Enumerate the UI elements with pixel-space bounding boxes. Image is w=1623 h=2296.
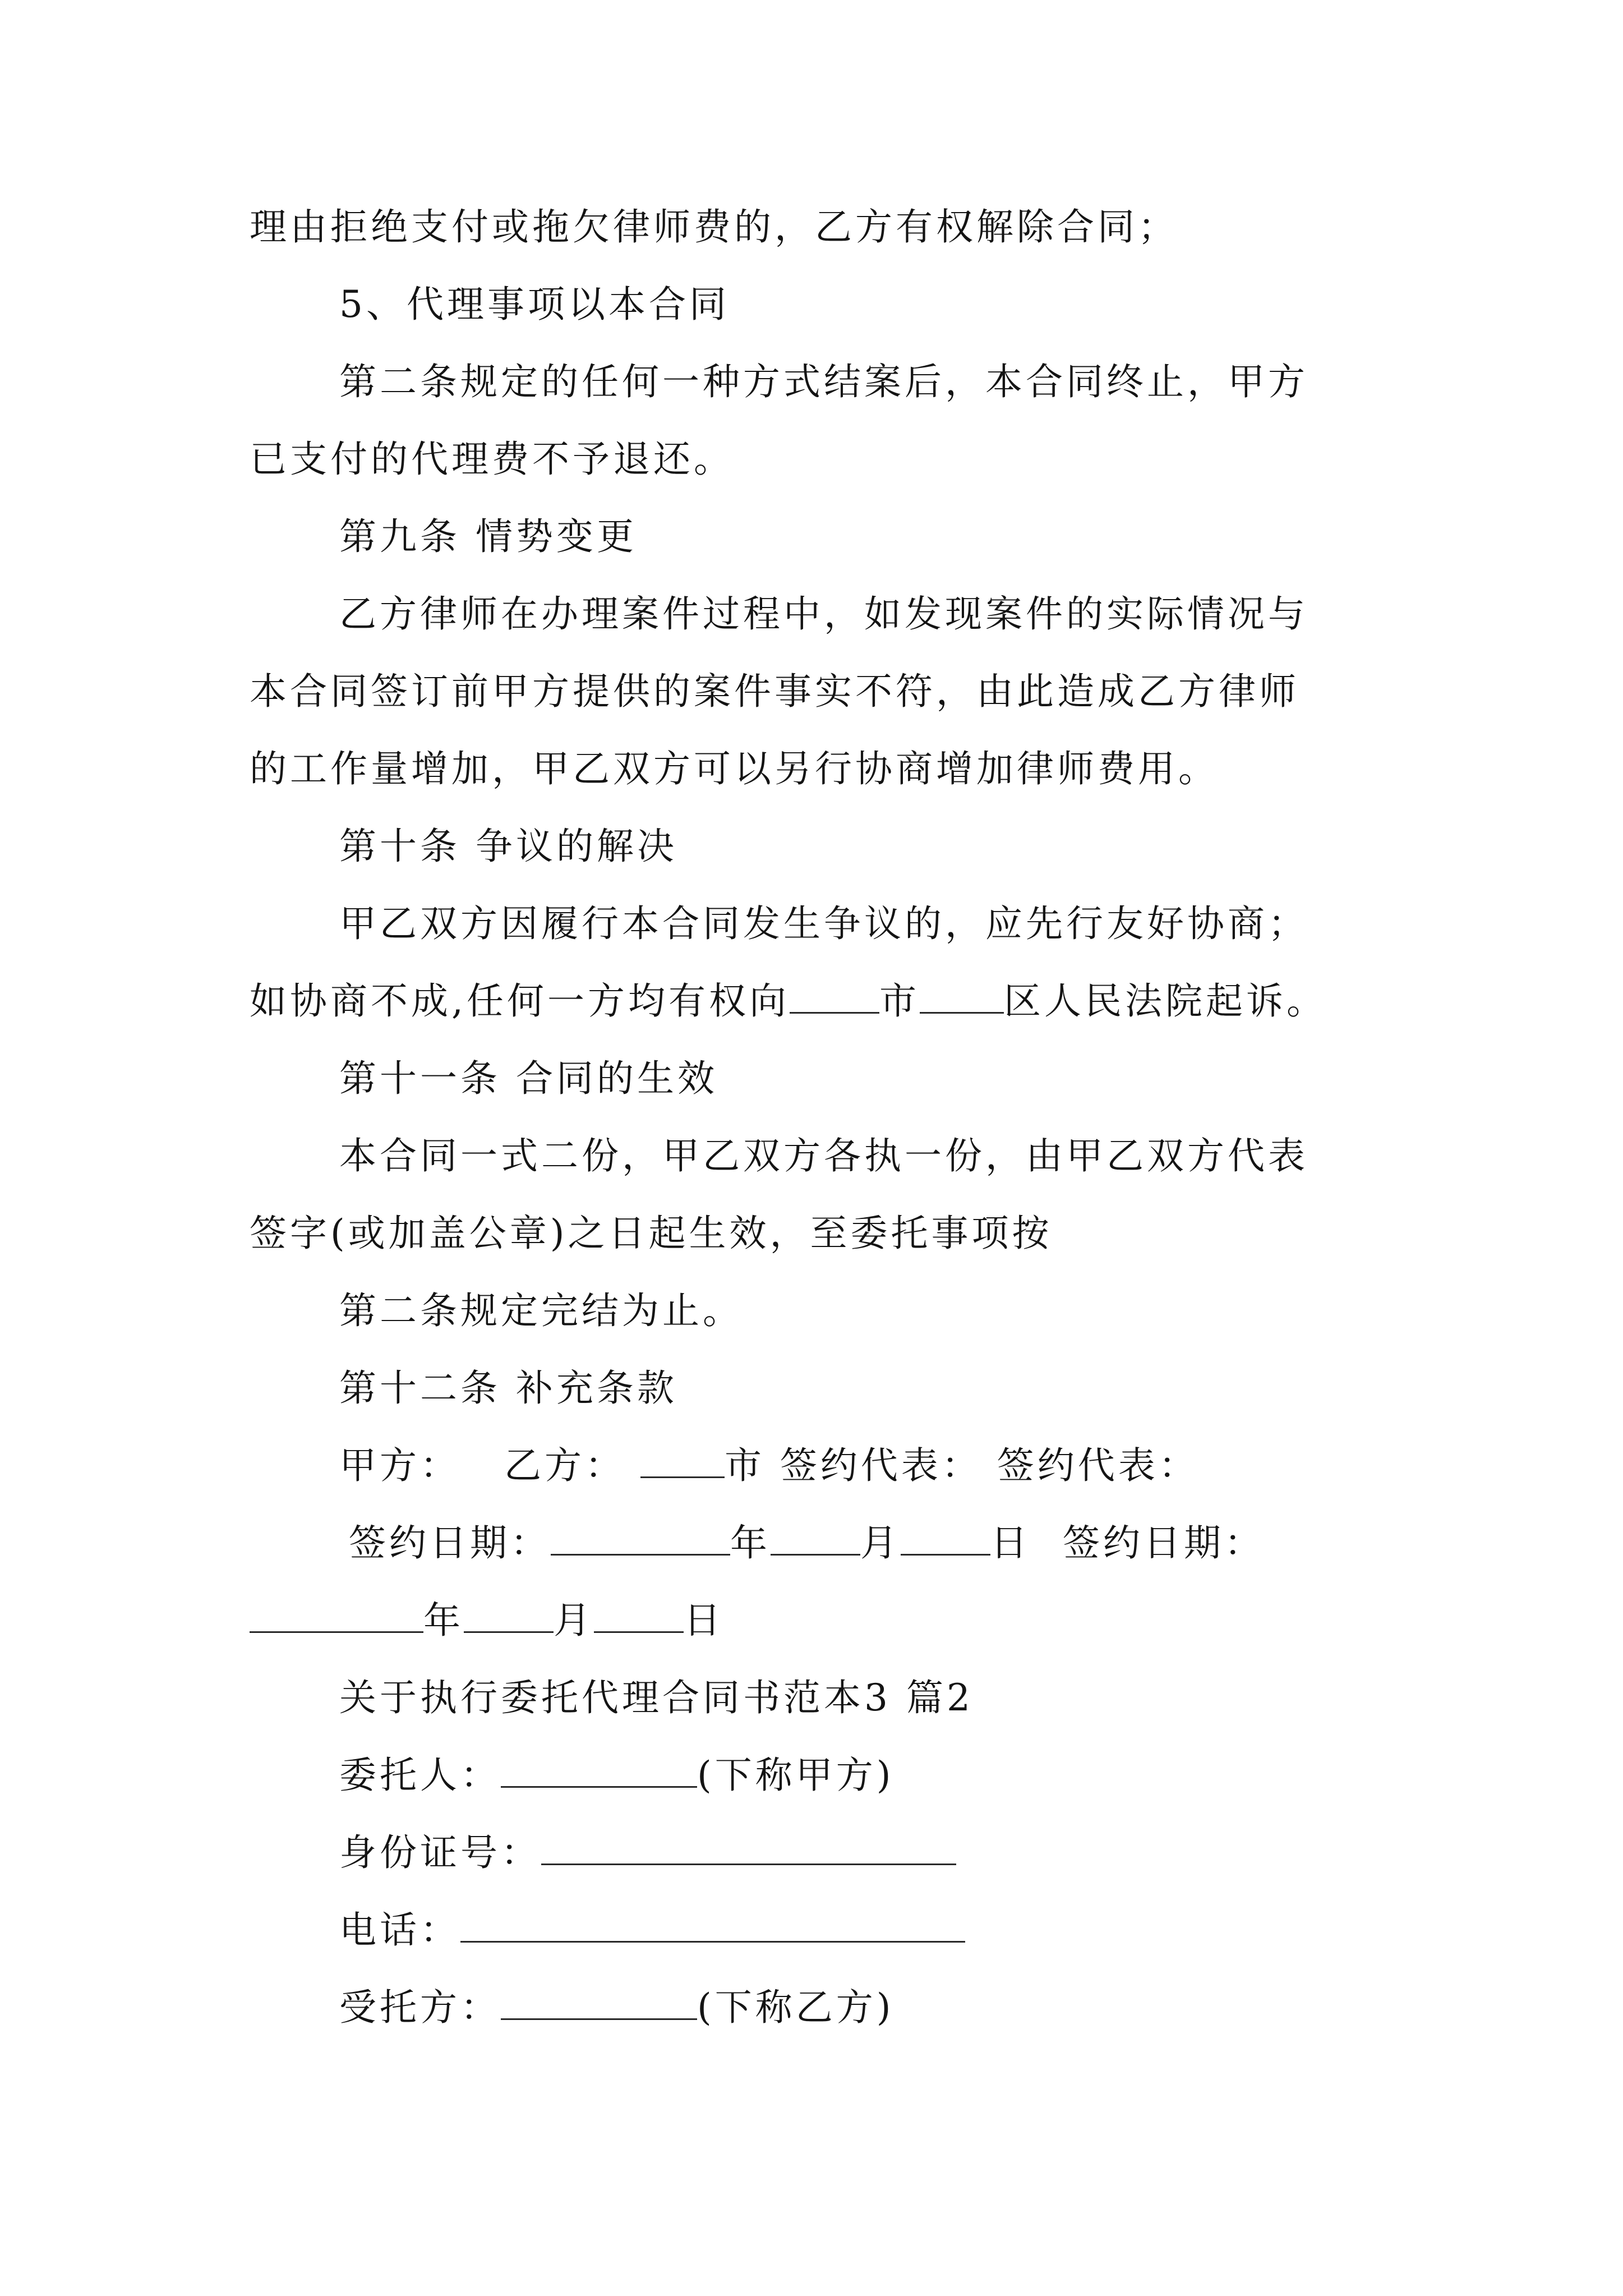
client-label: 委托人： — [339, 1754, 501, 1797]
article-11-heading: 第十一条 合同的生效 — [339, 1057, 718, 1100]
client-field — [339, 1750, 895, 1801]
blank-year — [250, 1596, 423, 1633]
month-label: 月 — [860, 1521, 901, 1565]
article-10-heading: 第十条 争议的解决 — [339, 825, 677, 868]
section-title: 关于执行委托代理合同书范本3 篇2 — [339, 1676, 974, 1719]
blank-month — [771, 1519, 860, 1556]
party-a-label: 甲方： — [339, 1444, 460, 1487]
blank-client — [501, 1751, 697, 1788]
id-label: 身份证号： — [339, 1831, 541, 1874]
paragraph-line: 第二条规定完结为止。 — [339, 1289, 743, 1332]
year-label: 年 — [423, 1599, 464, 1642]
paragraph-line: 本合同一式二份，甲乙双方各执一份，由甲乙双方代表 — [339, 1134, 1308, 1177]
paragraph-line: 签字(或加盖公章)之日起生效，至委托事项按 — [250, 1212, 1053, 1255]
blank-day — [594, 1596, 684, 1633]
dispute-text: 如协商不成,任何一方均有权向 — [250, 979, 790, 1023]
agent-label: 受托方： — [339, 1986, 501, 2029]
day-label: 日 — [684, 1599, 724, 1642]
year-label: 年 — [730, 1521, 771, 1565]
client-suffix: (下称甲方) — [697, 1754, 895, 1797]
blank-district — [920, 977, 1004, 1014]
dispute-court-label: 区人民法院起诉。 — [1003, 979, 1327, 1023]
id-field — [339, 1828, 956, 1878]
party-b-label: 乙方： — [504, 1444, 625, 1487]
rep-b-label: 签约代表： — [997, 1444, 1199, 1487]
blank-year — [551, 1519, 730, 1556]
agent-field — [339, 1982, 895, 2033]
signature-line — [339, 1441, 1199, 1491]
blank-city — [640, 1442, 725, 1478]
date-line — [349, 1518, 1265, 1568]
paragraph-line: 乙方律师在办理案件过程中，如发现案件的实际情况与 — [339, 592, 1308, 636]
clause-item-5: 5、代理事项以本合同 — [339, 283, 730, 326]
phone-field — [339, 1905, 965, 1955]
month-label: 月 — [554, 1599, 594, 1642]
article-12-heading: 第十二条 补充条款 — [339, 1366, 677, 1410]
paragraph-line: 甲乙双方因履行本合同发生争议的，应先行友好协商； — [339, 902, 1308, 945]
date-label: 签约日期： — [349, 1521, 551, 1565]
date-line-2 — [250, 1595, 724, 1646]
article-9-heading: 第九条 情势变更 — [339, 515, 637, 558]
blank-agent — [501, 1984, 697, 2020]
agent-suffix: (下称乙方) — [697, 1986, 895, 2029]
paragraph-line: 理由拒绝支付或拖欠律师费的，乙方有权解除合同； — [250, 205, 1178, 249]
phone-label: 电话： — [339, 1908, 460, 1952]
dispute-line — [250, 976, 1327, 1027]
sign-city-label: 市 — [724, 1444, 765, 1487]
paragraph-line: 第二条规定的任何一种方式结案后，本合同终止，甲方 — [339, 360, 1308, 403]
blank-day — [901, 1519, 990, 1556]
blank-month — [464, 1596, 554, 1633]
blank-phone — [460, 1906, 965, 1943]
paragraph-line: 本合同签订前甲方提供的案件事实不符，由此造成乙方律师 — [250, 670, 1299, 713]
blank-id — [541, 1829, 956, 1865]
dispute-city-label: 市 — [879, 979, 920, 1023]
paragraph-line: 已支付的代理费不予退还。 — [250, 438, 734, 481]
date-label-2: 签约日期： — [1062, 1521, 1265, 1565]
rep-a-label: 签约代表： — [780, 1444, 982, 1487]
paragraph-line: 的工作量增加，甲乙双方可以另行协商增加律师费用。 — [250, 747, 1219, 790]
blank-city — [790, 977, 879, 1014]
day-label: 日 — [990, 1521, 1031, 1565]
